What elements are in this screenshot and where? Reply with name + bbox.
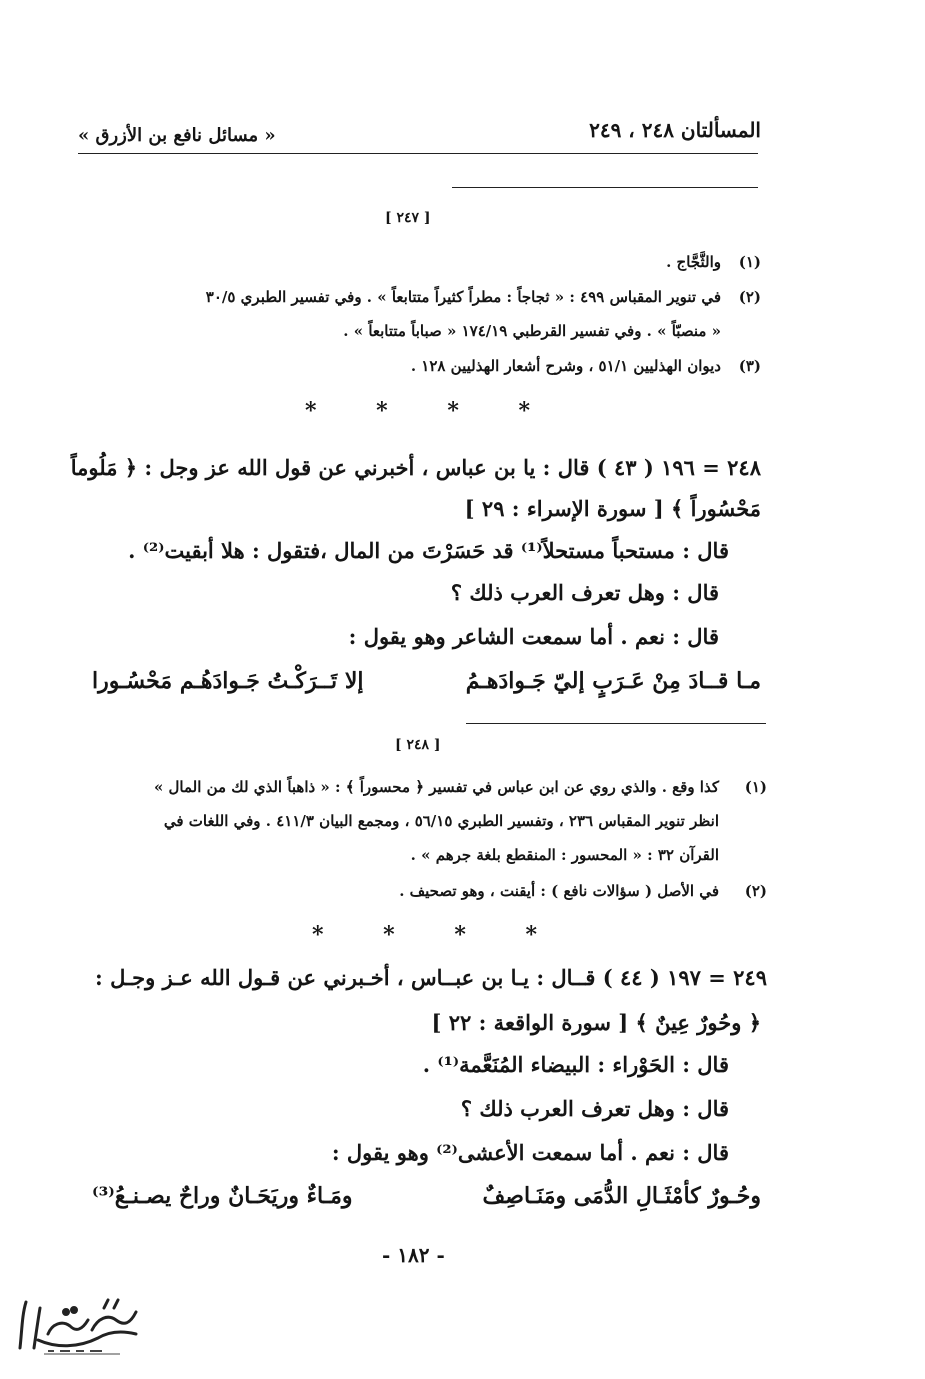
answer-line: قال : الحَوْراء : البيضاء المُنَعَّمة⁽¹⁾ . — [422, 1052, 729, 1077]
footnote-block-marker: [ ٢٤٨ ] — [395, 737, 441, 753]
footnote-number: (٣) — [738, 357, 761, 375]
answer-line: قال : وهل تعرف العرب ذلك ؟ — [460, 1096, 729, 1121]
separator-star: * — [447, 398, 459, 424]
footnote-number: (١) — [744, 778, 767, 796]
answer-line: قال : وهل تعرف العرب ذلك ؟ — [450, 580, 719, 605]
footnote-text: والثَّجَّاج . — [666, 253, 721, 271]
footnote-number: (٢) — [744, 882, 767, 900]
section-separator — [305, 398, 530, 424]
question-line: ٢٤٩ = ١٩٧ ( ٤٤ ) قــال : يـا بن عبــاس ، أخـبرني عن قـول الله عـز وجـل : — [95, 965, 767, 990]
watermark-logo-icon — [8, 1290, 148, 1360]
footnote-text: القرآن ٣٢ : « المحسور : المنقطع بلغة جرهم » . — [410, 846, 719, 864]
footnote-text: ديوان الهذليين ٥١/١ ، وشرح أشعار الهذليين ١٢٨ . — [410, 357, 721, 375]
poem-hemistich-left: إلا تَــرَكْـتُ جَـوادَهُـم مَحْسُـورا — [92, 668, 364, 694]
separator-star: * — [376, 398, 388, 424]
question-line: ﴿ وحُورٌ عِينٌ ﴾ [ سورة الواقعة : ٢٢ ] — [431, 1010, 761, 1035]
answer-line: قال : نعم . أما سمعت الشاعر وهو يقول : — [348, 624, 719, 649]
footnote-text: انظر تنوير المقباس ٢٣٦ ، وتفسير الطبري ٥٦/١٥ ، ومجمع البيان ٤١١/٣ . وفي اللغات في — [163, 812, 719, 830]
question-line: مَحْسُوراً ﴾ [ سورة الإسراء : ٢٩ ] — [464, 496, 761, 521]
answer-line: قال : نعم . أما سمعت الأعشى⁽²⁾ وهو يقول : — [331, 1140, 729, 1165]
poem-hemistich-right: وحُـورٌ كأمْثَـالِ الدُّمَى ومَنَـاصِفٌ — [482, 1183, 761, 1209]
page-number: - ١٨٢ - — [382, 1243, 445, 1267]
poem-hemistich-left: ومَـاءٌ وريَحَـانٌ وراحٌ يصـنـعُ⁽³⁾ — [92, 1183, 353, 1209]
footnote-number: (١) — [738, 253, 761, 271]
separator-star: * — [518, 398, 530, 424]
book-title: « مسائل نافع بن الأزرق » — [78, 125, 276, 146]
footnote-block-marker: [ ٢٤٧ ] — [385, 210, 431, 226]
separator-star: * — [525, 922, 537, 948]
question-line: ٢٤٨ = ١٩٦ ( ٤٣ ) قال : يا بن عباس ، أخبرني عن قول الله عز وجل : ﴿ مَلُوماً — [70, 455, 761, 480]
header-rule — [78, 153, 758, 154]
answer-line: قال : مستحباً مستحلاً⁽¹⁾ قد حَسَرْتَ من المال ،فتقول : هلا أبقيت⁽²⁾ . — [128, 538, 729, 563]
footnote-text: في تنوير المقباس ٤٩٩ : « ثجاجاً : مطراً كثيراً متتابعاً » . وفي تفسير الطبري ٣٠/٥ — [205, 288, 721, 306]
separator-star: * — [305, 398, 317, 424]
separator-star: * — [383, 922, 395, 948]
chapter-heading: المسألتان ٢٤٨ ، ٢٤٩ — [589, 118, 761, 142]
separator-star: * — [454, 922, 466, 948]
separator-star: * — [312, 922, 324, 948]
footnote-text: في الأصل ( سؤالات نافع ) : أيقنت ، وهو تصحيف . — [399, 882, 719, 900]
section-separator — [312, 922, 537, 948]
footnote-separator-rule — [466, 723, 766, 724]
footnote-number: (٢) — [738, 288, 761, 306]
footnote-separator-rule — [452, 187, 758, 188]
poem-hemistich-right: مـا قــادَ مِنْ عَـرَبٍ إليّ جَـوادَهـمُ — [465, 668, 761, 694]
footnote-text: كذا وقع . والذي روي عن ابن عباس في تفسير ﴿ محسوراً ﴾ : « ذاهباً الذي لك من المال » — [153, 778, 719, 796]
footnote-text: « منصبّاً » . وفي تفسير القرطبي ١٧٤/١٩ « صباباً متتابعاً » . — [343, 322, 721, 340]
